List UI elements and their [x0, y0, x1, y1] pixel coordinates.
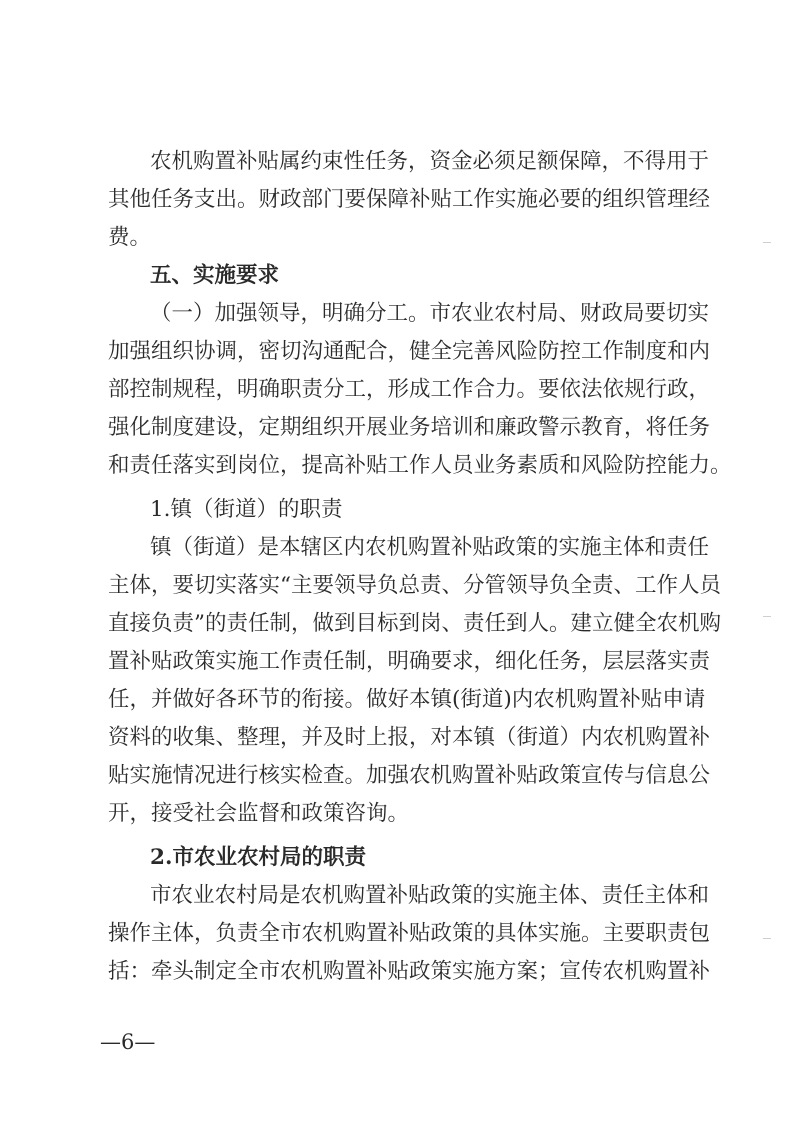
paragraph-line: 部控制规程，明确职责分工，形成工作合力。要依法依规行政， [108, 377, 711, 402]
paragraph-line: 贴实施情况进行核实检查。加强农机购置补贴政策宣传与信息公 [108, 763, 711, 788]
paragraph-line: 市农业农村局是农机购置补贴政策的实施主体、责任主体和 [150, 883, 710, 908]
paragraph-line: 主体，要切实落实“主要领导负总责、分管领导负全责、工作人员 [108, 573, 721, 598]
paragraph-line: 费。 [108, 225, 152, 250]
paragraph-line: 资料的收集、整理，并及时上报，对本镇（街道）内农机购置补 [108, 725, 711, 750]
paragraph-line: 任，并做好各环节的衔接。做好本镇(街道)内农机购置补贴申请 [108, 687, 706, 712]
paragraph-line: 括：牵头制定全市农机购置补贴政策实施方案；宣传农机购置补 [108, 959, 711, 984]
page-number: —6— [100, 1030, 156, 1054]
paragraph-line: 和责任落实到岗位，提高补贴工作人员业务素质和风险防控能力。 [108, 453, 732, 478]
paragraph-line: 镇（街道）是本辖区内农机购置补贴政策的实施主体和责任 [150, 535, 710, 560]
paragraph-line: 加强组织协调，密切沟通配合，健全完善风险防控工作制度和内 [108, 339, 711, 364]
scan-edge-mark [763, 242, 771, 243]
paragraph-line: 操作主体，负责全市农机购置补贴政策的具体实施。主要职责包 [108, 921, 711, 946]
paragraph-line: （一）加强领导，明确分工。市农业农村局、财政局要切实 [150, 301, 710, 326]
paragraph-line: 其他任务支出。财政部门要保障补贴工作实施必要的组织管理经 [108, 187, 711, 212]
paragraph-line: 农机购置补贴属约束性任务，资金必须足额保障，不得用于 [150, 149, 710, 174]
scan-edge-mark [763, 616, 771, 617]
paragraph-line: 直接负责”的责任制，做到目标到岗、责任到人。建立健全农机购 [108, 611, 721, 636]
section-heading: 五、实施要求 [150, 263, 280, 288]
paragraph-line: 开，接受社会监督和政策咨询。 [108, 801, 410, 826]
paragraph-line: 强化制度建设，定期组织开展业务培训和廉政警示教育，将任务 [108, 415, 711, 440]
subsection-heading: 2.市农业农村局的职责 [150, 845, 366, 870]
paragraph-line: 置补贴政策实施工作责任制，明确要求，细化任务，层层落实责 [108, 649, 711, 674]
scan-edge-mark [763, 938, 771, 939]
subsection-heading: 1.镇（街道）的职责 [150, 497, 343, 522]
